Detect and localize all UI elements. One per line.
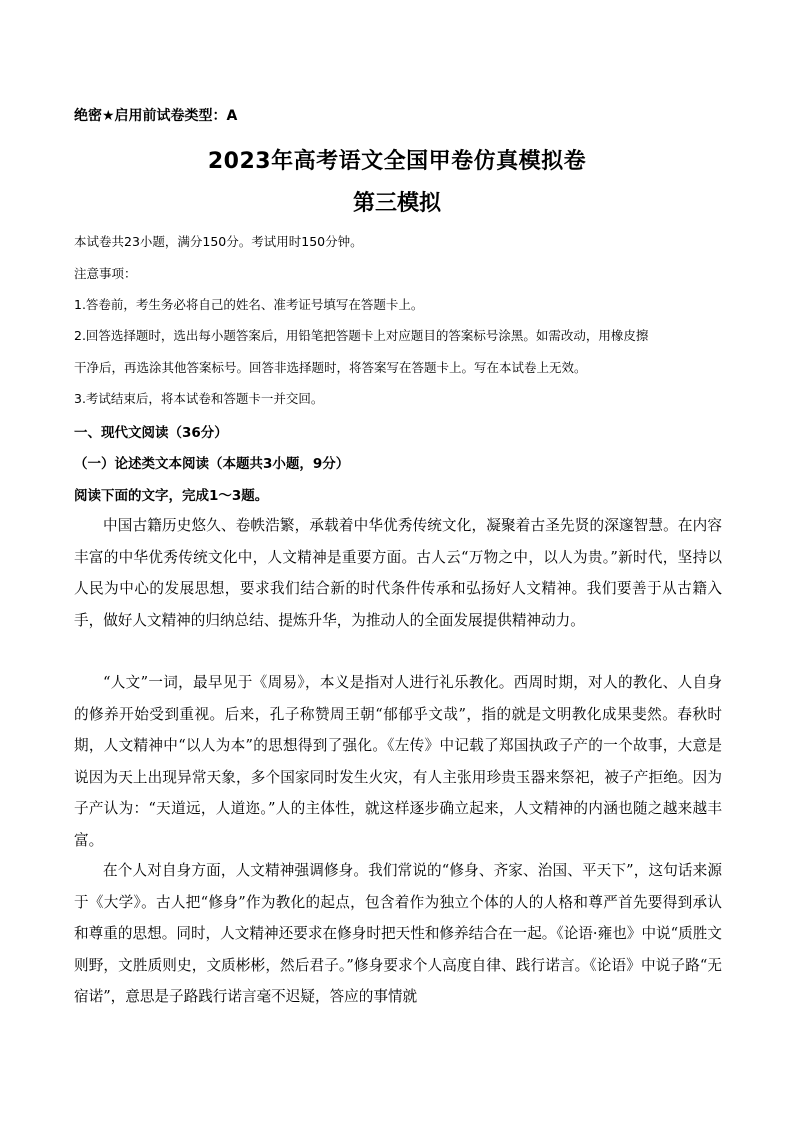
secret-label: 绝密★启用前试卷类型：A bbox=[74, 108, 238, 124]
passage-paragraph-3: 在个人对自身方面，人文精神强调修身。我们常说的“修身、齐家、治国、平天下”，这句话来源于《大学》。古人把“修身”作为教化的起点，包含着作为独立个体的人的人格和尊严首先要得到承认和尊重的思想。同时，人文精神还要求在修身时把天性和修养结合在一起。《论语·雍也》中说“质胜文则野，文胜质则史，文质彬彬，然后君子。”修身要求个人高度自律、践行诺言。《论语》中说子路“无宿诺”，意思是子路践行诺言毫不迟疑，答应的事情就 bbox=[74, 862, 722, 1005]
passage-paragraph-2: “人文”一词，最早见于《周易》，本义是指对人进行礼乐教化。西周时期，对人的教化、人自身的修养开始受到重视。后来，孔子称赞周王朝“郁郁乎文哉”，指的就是文明教化成果斐然。春秋时期，人文精神中“以人为本”的思想得到了强化。《左传》中记载了郑国执政子产的一个故事，大意是说因为天上出现异常天象，多个国家同时发生火灾，有人主张用珍贵玉器来祭祀，被子产拒绝。因为子产认为：“天道远，人道迩。”人的主体性，就这样逐步确立起来，人文精神的内涵也随之越来越丰富。 bbox=[74, 674, 722, 849]
notes-item-3: 3.考试结束后，将本试卷和答题卡一并交回。 bbox=[74, 391, 324, 406]
section-heading: 一、现代文阅读（36分） bbox=[74, 425, 228, 441]
notes-item-2-line-1: 2.回答选择题时，选出每小题答案后，用铅笔把答题卡上对应题目的答案标号涂黑。如需改动，用橡皮擦 bbox=[74, 328, 649, 343]
notes-item-2-line-2: 干净后，再选涂其他答案标号。回答非选择题时，将答案写在答题卡上。写在本试卷上无效。 bbox=[74, 360, 587, 375]
reading-instruction: 阅读下面的文字，完成1～3题。 bbox=[74, 488, 269, 504]
page-title: 2023年高考语文全国甲卷仿真模拟卷 bbox=[207, 149, 587, 174]
page-subtitle: 第三模拟 bbox=[352, 191, 441, 216]
exam-info: 本试卷共23小题，满分150分。考试用时150分钟。 bbox=[74, 234, 363, 249]
passage-paragraph-1: 中国古籍历史悠久、卷帙浩繁，承载着中华优秀传统文化，凝聚着古圣先贤的深邃智慧。在内容丰富的中华优秀传统文化中，人文精神是重要方面。古人云“万物之中，以人为贵。”新时代，坚持以人民为中心的发展思想，要求我们结合新的时代条件传承和弘扬好人文精神。我们要善于从古籍入手，做好人文精神的归纳总结、提炼升华，为推动人的全面发展提供精神动力。 bbox=[74, 517, 722, 629]
notes-item-1: 1.答卷前，考生务必将自己的姓名、准考证号填写在答题卡上。 bbox=[74, 297, 424, 312]
section-subheading: （一）论述类文本阅读（本题共3小题，9分） bbox=[74, 456, 350, 472]
notes-heading: 注意事项： bbox=[74, 266, 137, 281]
